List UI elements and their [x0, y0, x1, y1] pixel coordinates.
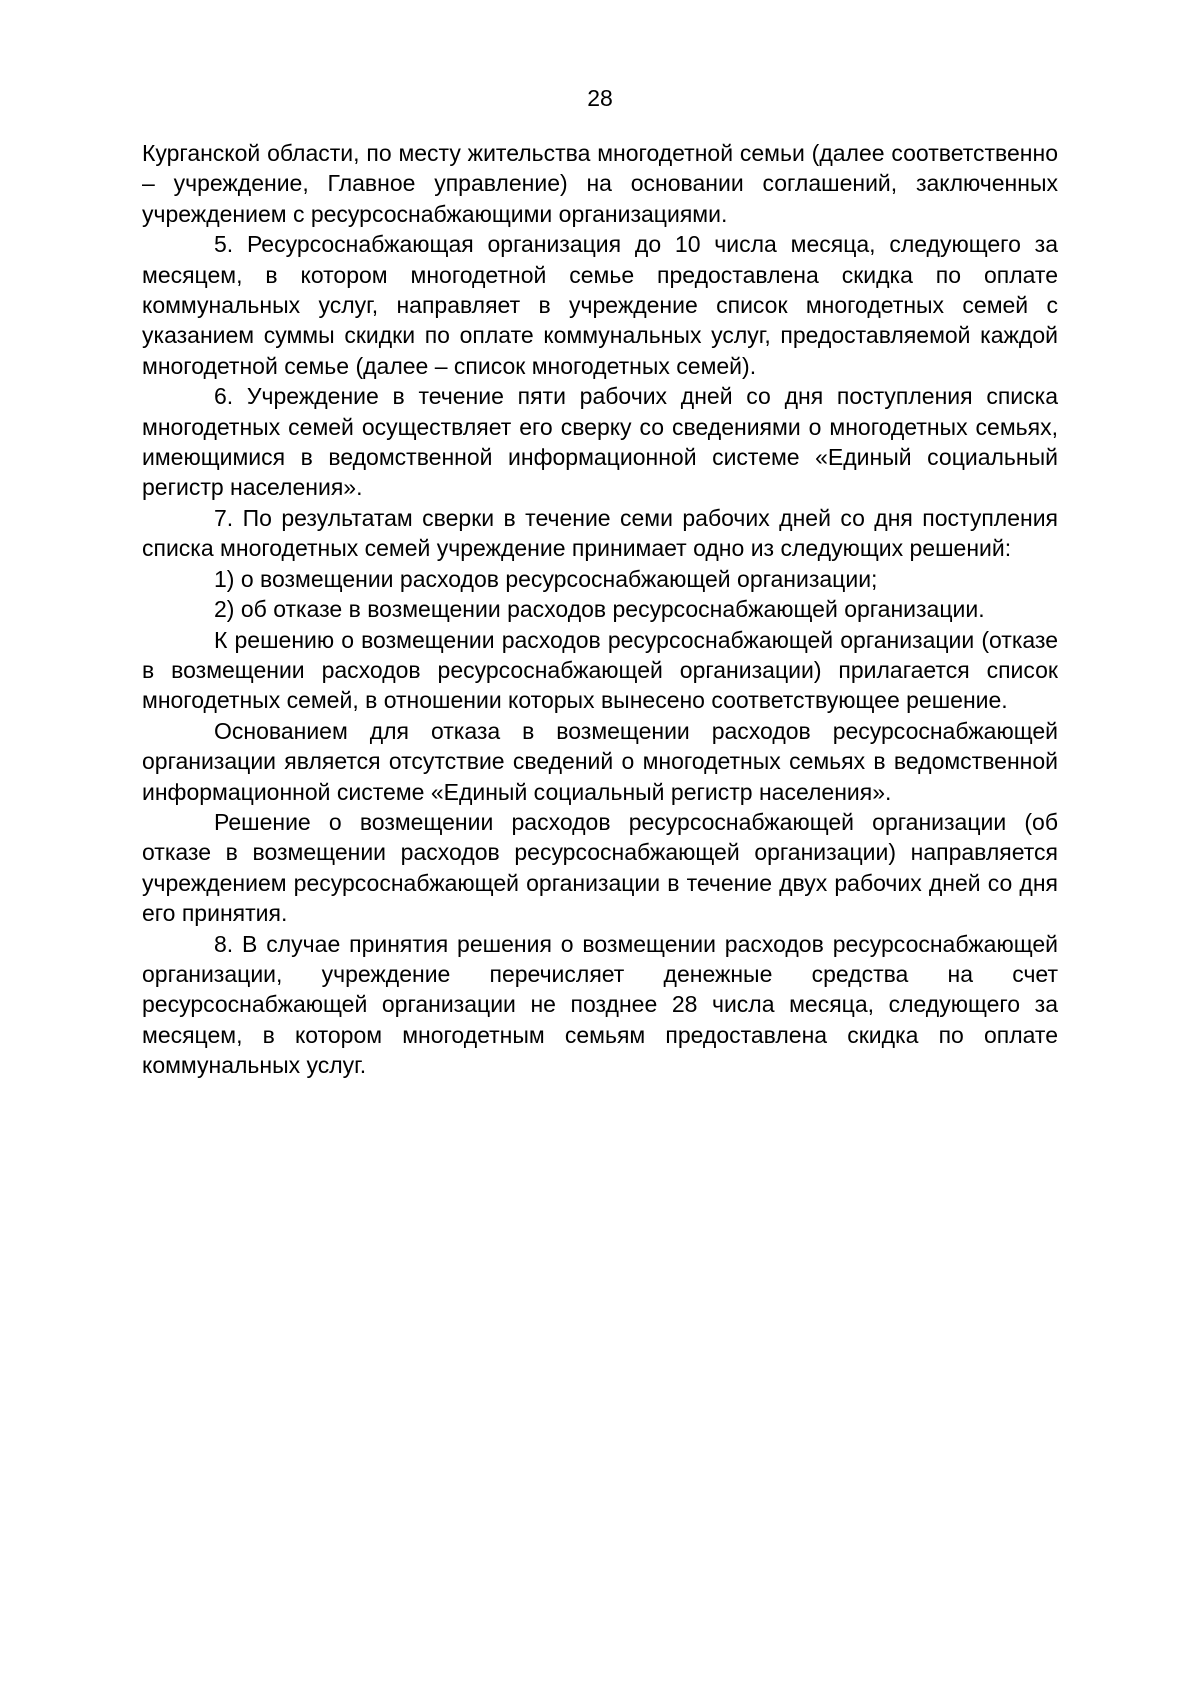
paragraph-refusal-basis: Основанием для отказа в возмещении расходов ресурсоснабжающей организации является отсутствие сведений о многодетных семьях в ведомственной информационной системе «Единый социальный регистр населения». — [142, 717, 1058, 805]
paragraph-continuation: Курганской области, по месту жительства многодетной семьи (далее соответственно – учреждение, Главное управление) на основании соглашений, заключенных учреждением с ресурсоснабжающими организациями. — [142, 140, 1058, 227]
paragraph-subitem-1: 1) о возмещении расходов ресурсоснабжающей организации; — [214, 565, 878, 592]
paragraph-item-7: 7. По результатам сверки в течение семи рабочих дней со дня поступления списка многодетных семей учреждение принимает одно из следующих решений: — [142, 504, 1058, 562]
paragraph-subitem-2: 2) об отказе в возмещении расходов ресурсоснабжающей организации. — [214, 596, 985, 623]
paragraph-item-6: 6. Учреждение в течение пяти рабочих дней со дня поступления списка многодетных семей осуществляет его сверку со сведениями о многодетных семьях, имеющимися в ведомственной информационной системе «Единый социальный регистр населения». — [142, 383, 1058, 501]
paragraph-decision-notice: Решение о возмещении расходов ресурсоснабжающей организации (об отказе в возмещении расходов ресурсоснабжающей организации) направляется учреждением ресурсоснабжающей организации в течение двух рабочих дней со дня его принятия. — [142, 808, 1058, 927]
paragraph-item-5: 5. Ресурсоснабжающая организация до 10 числа месяца, следующего за месяцем, в котором многодетной семье предоставлена скидка по оплате коммунальных услуг, направляет в учреждение список многодетных семей с указанием суммы скидки по оплате коммунальных услуг, предоставляемой каждой многодетной семье (далее – список многодетных семей). — [142, 231, 1058, 379]
page-number: 28 — [587, 85, 613, 111]
document-body — [142, 138, 1058, 1081]
paragraph-item-8: 8. В случае принятия решения о возмещении расходов ресурсоснабжающей организации, учреждение перечисляет денежные средства на счет ресурсоснабжающей организации не позднее 28 числа месяца, следующего за месяцем, в котором многодетным семьям предоставлена скидка по оплате коммунальных услуг. — [142, 930, 1058, 1079]
paragraph-attachment-rule: К решению о возмещении расходов ресурсоснабжающей организации (отказе в возмещении расходов ресурсоснабжающей организации) прилагается список многодетных семей, в отношении которых вынесено соответствующее решение. — [142, 626, 1058, 714]
